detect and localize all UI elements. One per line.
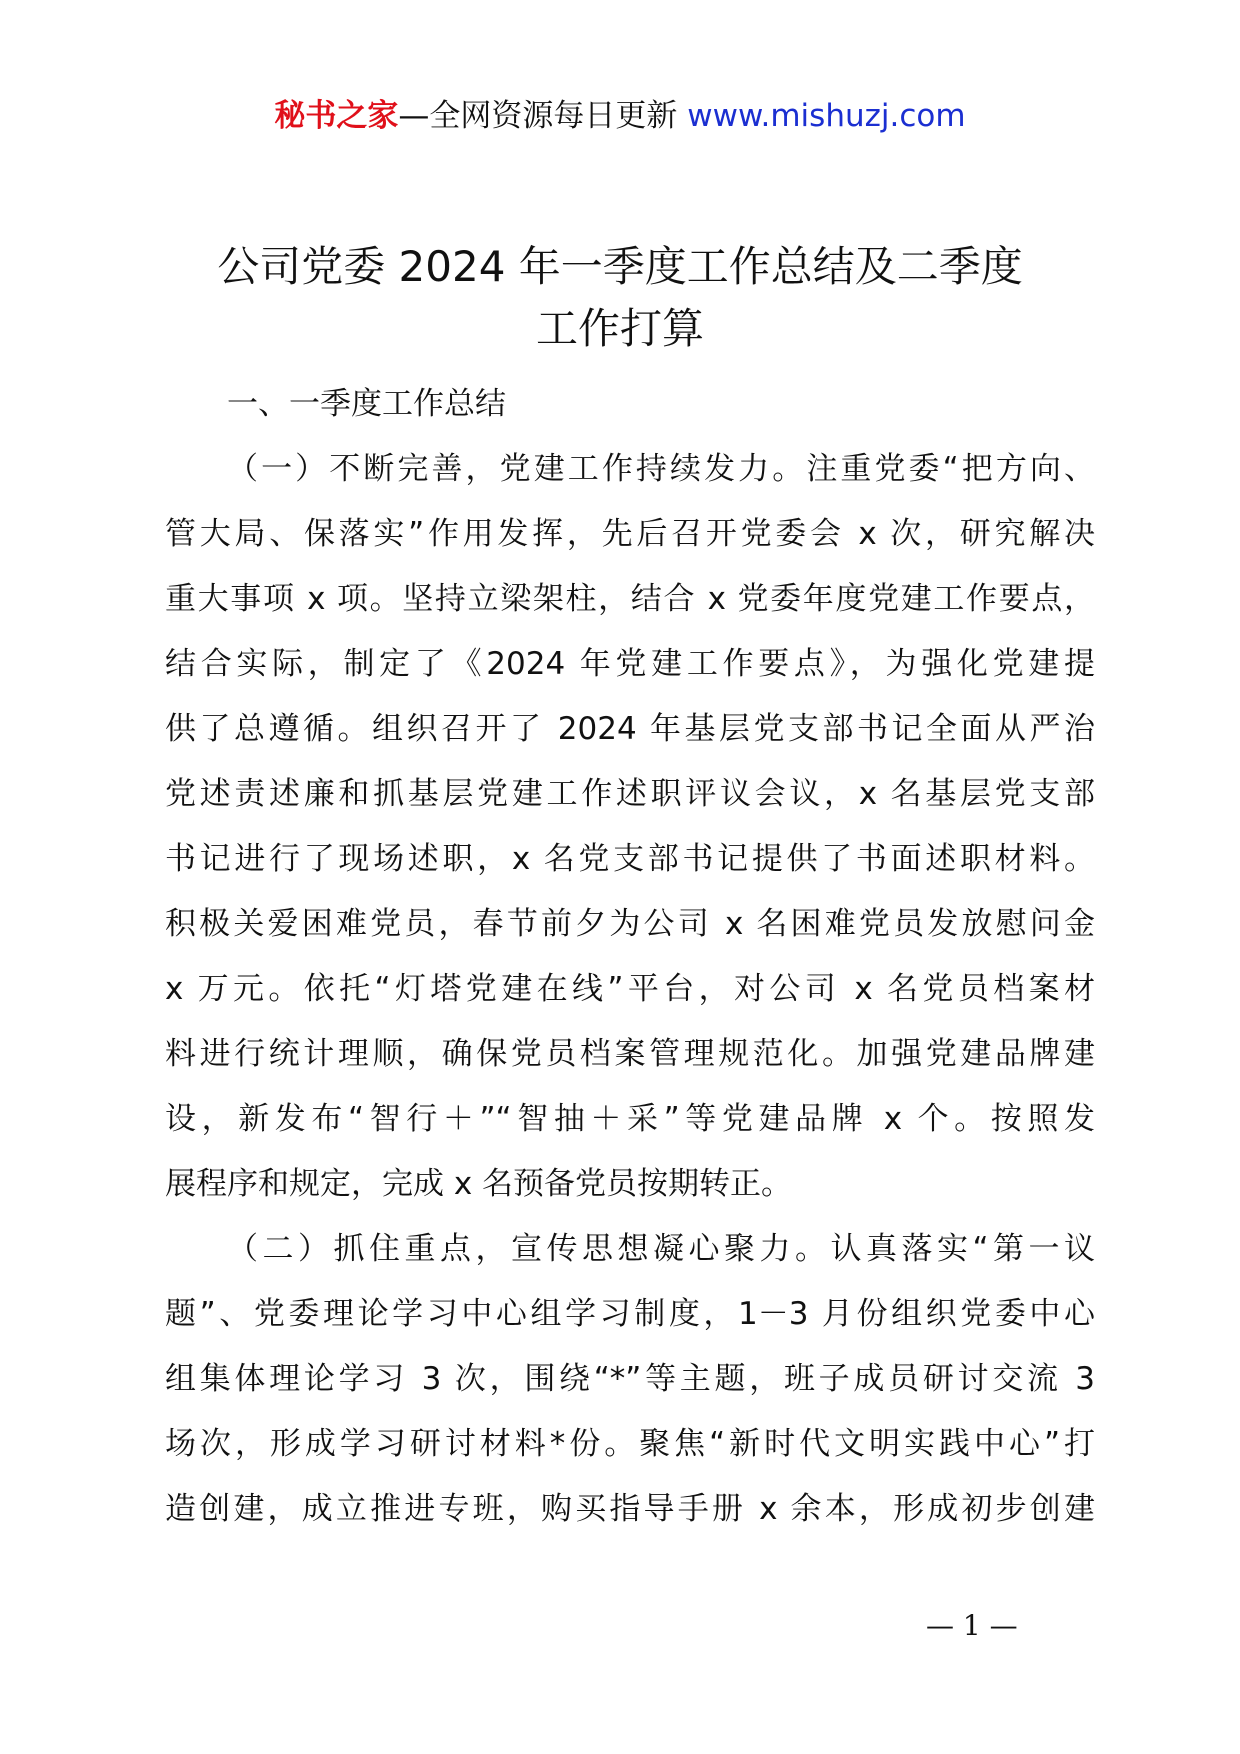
paragraph-line: 组集体理论学习 3 次，围绕“*”等主题，班子成员研讨交流 3 [165, 1361, 1095, 1397]
paragraph-line: （一）不断完善，党建工作持续发力。注重党委“把方向、 [227, 451, 1095, 487]
paragraph-line: 书记进行了现场述职，x 名党支部书记提供了书面述职材料。 [165, 841, 1095, 877]
paragraph-line: 党述责述廉和抓基层党建工作述职评议会议，x 名基层党支部 [165, 776, 1095, 812]
header-tagline: —全网资源每日更新 [398, 98, 688, 134]
paragraph-line: 管大局、保落实”作用发挥，先后召开党委会 x 次，研究解决 [165, 516, 1095, 552]
document-body [165, 372, 1095, 1542]
paragraph-line: 重大事项 x 项。坚持立梁架柱，结合 x 党委年度党建工作要点， [165, 581, 1095, 617]
site-url-link[interactable]: www.mishuzj.com [687, 98, 966, 134]
site-header [0, 96, 1240, 136]
paragraph-line: 展程序和规定，完成 x 名预备党员按期转正。 [165, 1166, 793, 1202]
document-title [0, 236, 1240, 360]
title-line-1: 公司党委 2024 年一季度工作总结及二季度 [217, 242, 1023, 291]
paragraph-line: 题”、党委理论学习中心组学习制度，1－3 月份组织党委中心 [165, 1296, 1095, 1332]
paragraph-line: 结合实际，制定了《2024 年党建工作要点》，为强化党建提 [165, 646, 1095, 682]
paragraph-line: 场次，形成学习研讨材料*份。聚焦“新时代文明实践中心”打 [165, 1426, 1095, 1462]
title-line-2: 工作打算 [535, 304, 704, 353]
page-number: — 1 — [926, 1609, 1018, 1642]
paragraph-line: x 万元。依托“灯塔党建在线”平台，对公司 x 名党员档案材 [165, 971, 1095, 1007]
paragraph-line: 料进行统计理顺，确保党员档案管理规范化。加强党建品牌建 [165, 1036, 1095, 1072]
brand-name: 秘书之家 [274, 98, 399, 134]
paragraph-line: 积极关爱困难党员，春节前夕为公司 x 名困难党员发放慰问金 [165, 906, 1095, 942]
paragraph-line: 供了总遵循。组织召开了 2024 年基层党支部书记全面从严治 [165, 711, 1095, 747]
paragraph-line: 设，新发布“智行＋”“智抽＋采”等党建品牌 x 个。按照发 [165, 1101, 1095, 1137]
section-heading: 一、一季度工作总结 [227, 386, 506, 422]
paragraph-line: （二）抓住重点，宣传思想凝心聚力。认真落实“第一议 [227, 1231, 1095, 1267]
paragraph-line: 造创建，成立推进专班，购买指导手册 x 余本，形成初步创建 [165, 1491, 1095, 1527]
